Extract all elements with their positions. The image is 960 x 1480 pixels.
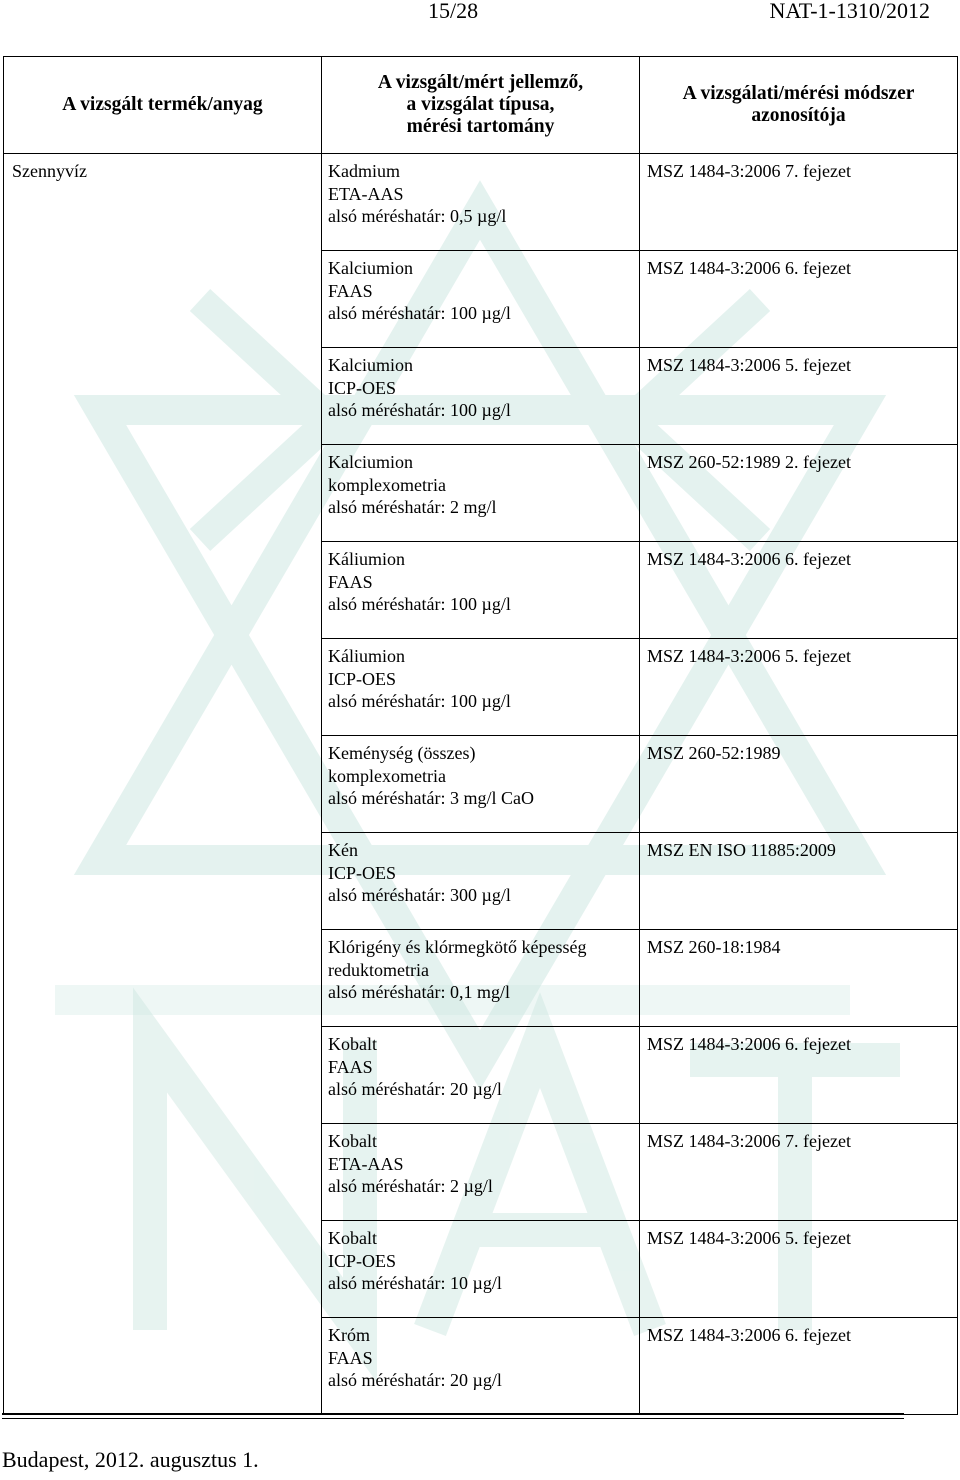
property-cell: [322, 1221, 640, 1318]
header-method-line: azonosítója: [751, 105, 846, 126]
property-line: alsó méréshatár: 3 mg/l CaO: [328, 788, 534, 808]
property-line: alsó méréshatár: 2 µg/l: [328, 1176, 493, 1196]
property-line: FAAS: [328, 1347, 373, 1368]
document-id: NAT-1-1310/2012: [769, 0, 930, 23]
header-property-line: a vizsgálat típusa,: [406, 94, 555, 115]
property-line: Káliumion: [328, 646, 405, 666]
property-line: alsó méréshatár: 10 µg/l: [328, 1273, 502, 1293]
property-line: komplexometria: [328, 474, 446, 495]
table-header-row: [4, 57, 958, 154]
property-cell: [322, 251, 640, 348]
header-property-line: mérési tartomány: [406, 116, 555, 137]
footer-divider: [2, 1413, 904, 1415]
property-cell: [322, 736, 640, 833]
property-line: reduktometria: [328, 959, 429, 980]
footer-date: Budapest, 2012. augusztus 1.: [2, 1447, 259, 1472]
method-cell: MSZ 1484-3:2006 5. fejezet: [640, 1221, 958, 1318]
property-line: alsó méréshatár: 20 µg/l: [328, 1370, 502, 1390]
property-line: Kadmium: [328, 161, 400, 181]
method-cell: MSZ 1484-3:2006 6. fejezet: [640, 251, 958, 348]
table-row: [4, 154, 958, 251]
property-cell: [322, 1124, 640, 1221]
header-product: A vizsgált termék/anyag: [4, 57, 322, 154]
method-cell: MSZ 1484-3:2006 5. fejezet: [640, 348, 958, 445]
property-line: alsó méréshatár: 100 µg/l: [328, 400, 511, 420]
property-line: ICP-OES: [328, 377, 397, 398]
property-line: alsó méréshatár: 100 µg/l: [328, 691, 511, 711]
property-line: ICP-OES: [328, 1250, 397, 1271]
property-line: alsó méréshatár: 0,1 mg/l: [328, 982, 510, 1002]
property-cell: [322, 154, 640, 251]
product-cell: Szennyvíz: [4, 154, 322, 1415]
method-cell: MSZ 1484-3:2006 7. fejezet: [640, 1124, 958, 1221]
property-cell: [322, 930, 640, 1027]
property-line: komplexometria: [328, 765, 446, 786]
property-line: ETA-AAS: [328, 1153, 404, 1174]
property-cell: [322, 542, 640, 639]
method-cell: MSZ 1484-3:2006 6. fejezet: [640, 1318, 958, 1415]
property-line: alsó méréshatár: 0,5 µg/l: [328, 206, 507, 226]
property-line: Kobalt: [328, 1034, 377, 1054]
header-property: [322, 57, 640, 154]
property-line: FAAS: [328, 571, 373, 592]
property-line: alsó méréshatár: 2 mg/l: [328, 497, 497, 517]
header-property-line: A vizsgált/mért jellemző,: [377, 72, 584, 93]
property-cell: [322, 348, 640, 445]
method-cell: MSZ 1484-3:2006 6. fejezet: [640, 542, 958, 639]
page-number: 15/28: [428, 0, 479, 23]
property-line: Káliumion: [328, 549, 405, 569]
property-line: Kén: [328, 840, 358, 860]
property-line: alsó méréshatár: 20 µg/l: [328, 1079, 502, 1099]
property-line: Króm: [328, 1325, 370, 1345]
header-method-line: A vizsgálati/mérési módszer: [682, 83, 915, 104]
property-line: ICP-OES: [328, 668, 397, 689]
method-cell: MSZ 1484-3:2006 7. fejezet: [640, 154, 958, 251]
method-cell: MSZ 260-52:1989 2. fejezet: [640, 445, 958, 542]
property-cell: [322, 445, 640, 542]
method-cell: MSZ EN ISO 11885:2009: [640, 833, 958, 930]
property-line: alsó méréshatár: 300 µg/l: [328, 885, 511, 905]
property-line: alsó méréshatár: 100 µg/l: [328, 303, 511, 323]
property-line: FAAS: [328, 1056, 373, 1077]
method-cell: MSZ 260-52:1989: [640, 736, 958, 833]
property-cell: [322, 1027, 640, 1124]
property-cell: [322, 1318, 640, 1415]
property-line: ICP-OES: [328, 862, 397, 883]
property-line: Klórigény és klórmegkötő képesség: [328, 937, 587, 957]
property-cell: [322, 639, 640, 736]
property-line: ETA-AAS: [328, 183, 404, 204]
footer-divider-thin: [2, 1418, 904, 1419]
property-line: Keménység (összes): [328, 743, 476, 763]
method-cell: MSZ 1484-3:2006 6. fejezet: [640, 1027, 958, 1124]
accreditation-table: [3, 56, 958, 1415]
property-line: FAAS: [328, 280, 373, 301]
method-cell: MSZ 1484-3:2006 5. fejezet: [640, 639, 958, 736]
property-line: Kalciumion: [328, 452, 413, 472]
property-line: Kobalt: [328, 1228, 377, 1248]
property-line: Kalciumion: [328, 355, 413, 375]
property-line: Kobalt: [328, 1131, 377, 1151]
property-line: Kalciumion: [328, 258, 413, 278]
property-line: alsó méréshatár: 100 µg/l: [328, 594, 511, 614]
header-method: [640, 57, 958, 154]
property-cell: [322, 833, 640, 930]
method-cell: MSZ 260-18:1984: [640, 930, 958, 1027]
